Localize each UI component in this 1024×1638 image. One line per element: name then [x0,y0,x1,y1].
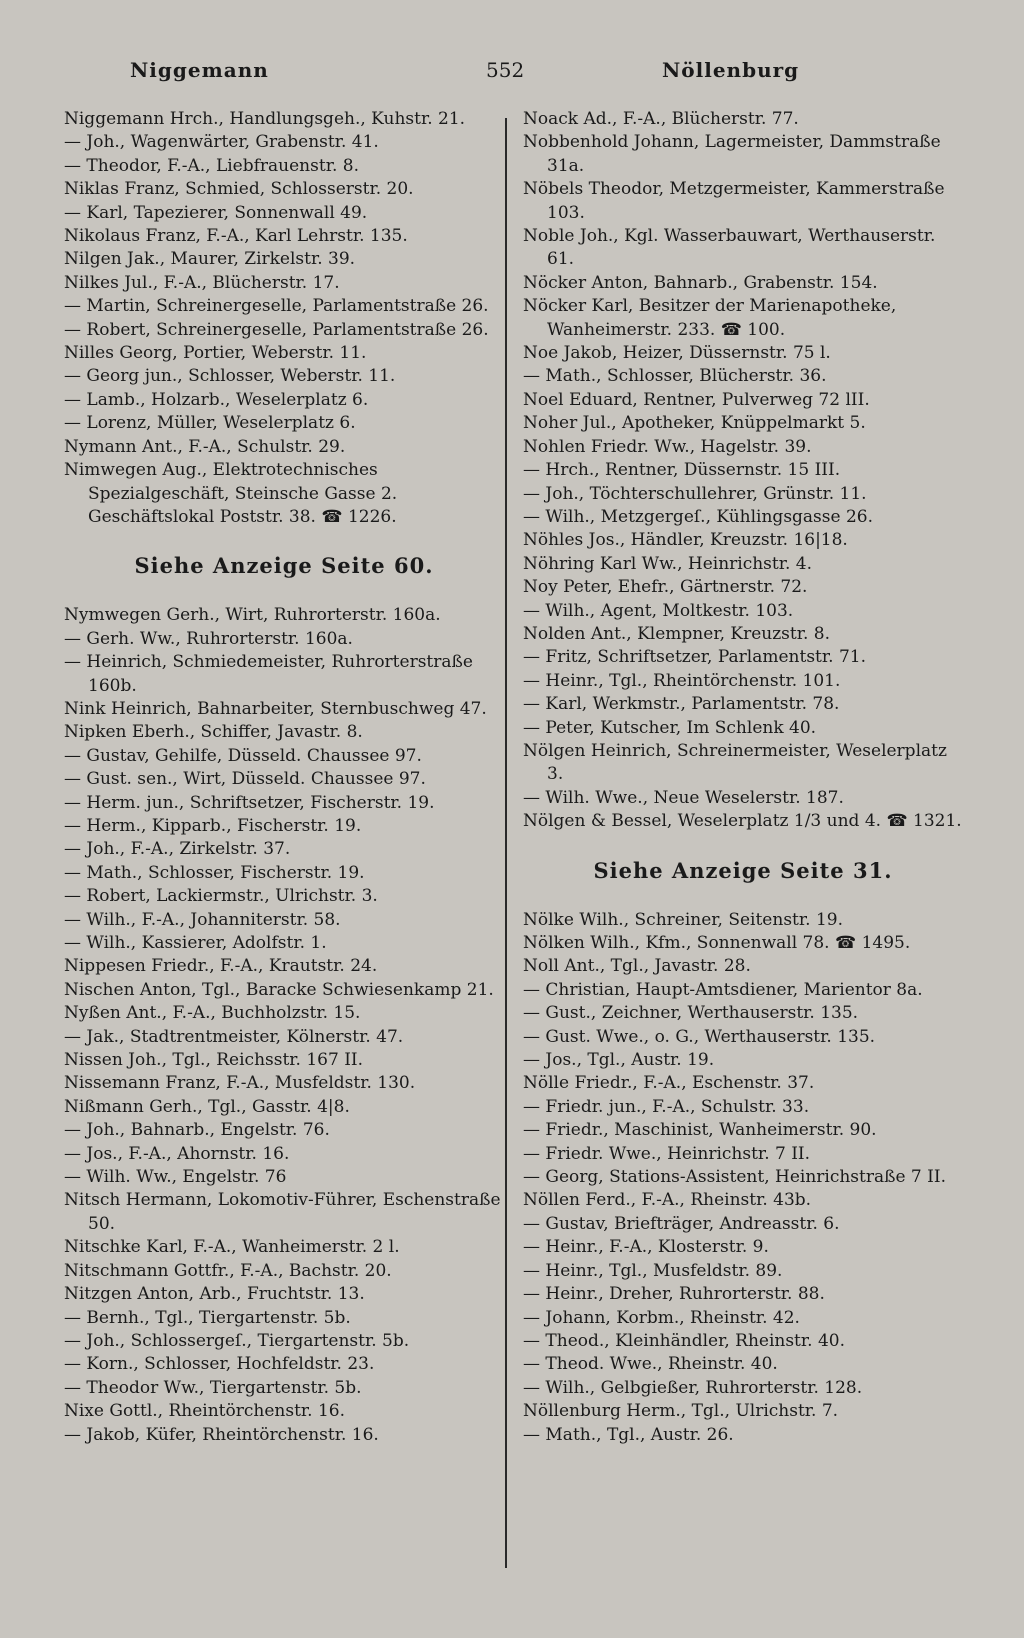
directory-entry: Nymwegen Gerh., Wirt, Ruhrorterstr. 160a. [64,605,441,626]
directory-entry: Nöcker Anton, Bahnarb., Grabenstr. 154. [523,272,878,293]
directory-entry: — Friedr., Maschinist, Wanheimerstr. 90. [523,1120,877,1141]
directory-entry: — Jakob, Küfer, Rheintörchenstr. 16. [64,1424,379,1445]
directory-entry: — Gust. Wwe., o. G., Werthauserstr. 135. [523,1026,876,1047]
directory-entry: Nitschmann Gottfr., F.-A., Bachstr. 20. [64,1260,392,1281]
directory-entry: — Robert, Schreinergeselle, Parlamentstraße 26. [64,319,489,340]
directory-entry: Nolden Ant., Klempner, Kreuzstr. 8. [523,623,831,644]
directory-entry: — Heinr., Dreher, Ruhrorterstr. 88. [523,1284,825,1305]
directory-entry: — Fritz, Schriftsetzer, Parlamentstr. 71. [523,647,866,668]
right-column [523,108,963,1447]
directory-entry: — Friedr. Wwe., Heinrichstr. 7 II. [523,1143,811,1164]
page-number: 552 [486,58,525,82]
directory-entry: — Korn., Schlosser, Hochfeldstr. 23. [64,1354,375,1375]
directory-entry: — Joh., F.-A., Zirkelstr. 37. [64,839,291,860]
directory-entry: — Heinr., F.-A., Klosterstr. 9. [523,1237,769,1258]
directory-entry: — Wilh. Wwe., Neue Weselerstr. 187. [523,787,844,808]
directory-entry: — Joh., Töchterschullehrer, Grünstr. 11. [523,483,867,504]
directory-entry: — Gust. sen., Wirt, Düsseld. Chaussee 97. [64,769,426,790]
directory-entry: — Robert, Lackiermstr., Ulrichstr. 3. [64,886,378,907]
directory-entry: Nyßen Ant., F.-A., Buchholzstr. 15. [64,1003,361,1024]
left-column [64,108,504,1447]
page-header [0,58,1024,92]
directory-entry: Nißmann Gerh., Tgl., Gasstr. 4|8. [64,1096,350,1117]
directory-entry: Noe Jakob, Heizer, Düssernstr. 75 l. [523,343,831,364]
directory-entry: — Heinr., Tgl., Rheintörchenstr. 101. [523,670,841,691]
directory-entry: Niggemann Hrch., Handlungsgeh., Kuhstr. 21. [64,109,466,129]
directory-entry: — Theodor Ww., Tiergartenstr. 5b. [64,1377,362,1398]
directory-entry: Noel Eduard, Rentner, Pulverweg 72 lII. [523,389,870,410]
advertisement-reference: Siehe Anzeige Seite 60. [134,553,434,579]
directory-entry: — Wilh., Kassierer, Adolfstr. 1. [64,933,327,953]
directory-entry: — Heinr., Tgl., Musfeldstr. 89. [523,1260,783,1281]
directory-entry: Nixe Gottl., Rheintörchenstr. 16. [64,1401,346,1422]
directory-entry: Nöcker Karl, Besitzer der Marienapotheke, Wanheimerstr. 233. ☎ 100. [523,296,897,340]
directory-entry: — Wilh., Agent, Moltkestr. 103. [523,600,794,621]
directory-entry: — Lorenz, Müller, Weselerplatz 6. [64,413,356,434]
directory-entry: — Joh., Wagenwärter, Grabenstr. 41. [64,132,379,153]
directory-entry: Nissemann Franz, F.-A., Musfeldstr. 130. [64,1073,416,1094]
directory-entry: Noble Joh., Kgl. Wasserbauwart, Werthauserstr. 61. [523,226,936,270]
directory-entry: Nink Heinrich, Bahnarbeiter, Sternbuschweg 47. [64,698,487,719]
directory-entry: — Math., Schlosser, Fischerstr. 19. [64,862,365,883]
directory-entry: — Hrch., Rentner, Düssernstr. 15 III. [523,460,841,481]
directory-entry: Nitzgen Anton, Arb., Fruchtstr. 13. [64,1284,365,1305]
directory-entry: — Georg jun., Schlosser, Weberstr. 11. [64,366,396,387]
directory-entry: Nilgen Jak., Maurer, Zirkelstr. 39. [64,249,356,270]
directory-entry: — Jos., F.-A., Ahornstr. 16. [64,1143,290,1164]
directory-entry: — Gust., Zeichner, Werthauserstr. 135. [523,1003,859,1024]
directory-entry: — Joh., Bahnarb., Engelstr. 76. [64,1120,330,1141]
directory-entry: Nölke Wilh., Schreiner, Seitenstr. 19. [523,909,843,930]
advertisement-reference: Siehe Anzeige Seite 31. [593,857,893,883]
directory-entry: Nobbenhold Johann, Lagermeister, Dammstraße 31a. [523,132,941,176]
directory-entry: — Theod. Wwe., Rheinstr. 40. [523,1354,778,1375]
directory-entry: — Herm., Kipparb., Fischerstr. 19. [64,815,362,836]
directory-entry: — Martin, Schreinergeselle, Parlamentstraße 26. [64,296,489,317]
directory-entry: Nöllen Ferd., F.-A., Rheinstr. 43b. [523,1190,812,1211]
directory-entry: — Lamb., Holzarb., Weselerplatz 6. [64,389,369,410]
directory-entry: — Christian, Haupt-Amtsdiener, Marientor 8a. [523,979,923,1000]
header-first-name: Niggemann [130,58,269,82]
directory-entry: Nöhles Jos., Händler, Kreuzstr. 16|18. [523,530,848,551]
directory-entry: Noack Ad., F.-A., Blücherstr. 77. [523,109,799,129]
directory-entry: Nippesen Friedr., F.-A., Krautstr. 24. [64,956,378,977]
directory-entry: — Wilh., F.-A., Johanniterstr. 58. [64,909,341,930]
directory-entry: Nilles Georg, Portier, Weberstr. 11. [64,343,367,364]
directory-entry: — Wilh., Metzgergeſ., Kühlingsgasse 26. [523,506,874,527]
directory-entry: Nölgen Heinrich, Schreinermeister, Weselerplatz 3. [523,740,947,785]
directory-entry: — Joh., Schlossergeſ., Tiergartenstr. 5b. [64,1330,410,1351]
directory-entry: Noll Ant., Tgl., Javastr. 28. [523,956,751,977]
column-divider [505,118,507,1568]
directory-entry: Nölle Friedr., F.-A., Eschenstr. 37. [523,1073,815,1094]
directory-entry: — Gustav, Briefträger, Andreasstr. 6. [523,1213,840,1234]
directory-entry: — Math., Schlosser, Blücherstr. 36. [523,366,827,387]
directory-entry: — Jos., Tgl., Austr. 19. [523,1050,715,1071]
directory-entry: — Heinrich, Schmiedemeister, Ruhrorterstraße 160b. [64,652,473,696]
directory-entry: Nöhring Karl Ww., Heinrichstr. 4. [523,553,813,574]
directory-entry: Nölgen & Bessel, Weselerplatz 1/3 und 4. ☎ 1321. [523,811,962,832]
directory-entry: — Wilh. Ww., Engelstr. 76 [64,1167,287,1188]
directory-entry: Nilkes Jul., F.-A., Blücherstr. 17. [64,272,340,293]
directory-entry: Niklas Franz, Schmied, Schlosserstr. 20. [64,179,414,200]
directory-entry: — Gustav, Gehilfe, Düsseld. Chaussee 97. [64,745,422,766]
directory-entry: — Friedr. jun., F.-A., Schulstr. 33. [523,1096,810,1117]
directory-entry: — Karl, Werkmstr., Parlamentstr. 78. [523,694,840,715]
directory-entry: Noy Peter, Ehefr., Gärtnerstr. 72. [523,577,808,598]
directory-entry: — Georg, Stations-Assistent, Heinrichstraße 7 II. [523,1167,946,1188]
directory-entry: — Jak., Stadtrentmeister, Kölnerstr. 47. [64,1026,404,1047]
directory-entry: Nipken Eberh., Schiffer, Javastr. 8. [64,722,363,743]
directory-entry: — Karl, Tapezierer, Sonnenwall 49. [64,202,368,223]
directory-entry: Nohlen Friedr. Ww., Hagelstr. 39. [523,436,812,457]
directory-entry: Nitschke Karl, F.-A., Wanheimerstr. 2 l. [64,1237,400,1258]
directory-entry: Nimwegen Aug., Elektrotechnisches Spezialgeschäft, Steinsche Gasse 2. Geschäftslokal Poststr. 38. ☎ 1226. [64,460,398,527]
directory-entry: — Bernh., Tgl., Tiergartenstr. 5b. [64,1307,351,1328]
directory-entry: Nischen Anton, Tgl., Baracke Schwiesenkamp 21. [64,979,494,1000]
directory-entry: — Johann, Korbm., Rheinstr. 42. [523,1307,800,1328]
directory-entry: — Gerh. Ww., Ruhrorterstr. 160a. [64,628,353,649]
directory-entry: Nöbels Theodor, Metzgermeister, Kammerstraße 103. [523,179,945,223]
directory-entry: — Wilh., Gelbgießer, Ruhrorterstr. 128. [523,1377,863,1398]
directory-entry: Noher Jul., Apotheker, Knüppelmarkt 5. [523,413,866,434]
directory-entry: Nissen Joh., Tgl., Reichsstr. 167 II. [64,1050,364,1071]
directory-entry: Nikolaus Franz, F.-A., Karl Lehrstr. 135. [64,226,408,247]
directory-entry: — Math., Tgl., Austr. 26. [523,1424,734,1445]
directory-entry: Nölken Wilh., Kfm., Sonnenwall 78. ☎ 1495. [523,933,911,953]
directory-entry: — Theod., Kleinhändler, Rheinstr. 40. [523,1330,845,1351]
directory-entry: Nitsch Hermann, Lokomotiv-Führer, Eschenstraße 50. [64,1190,501,1234]
directory-entry: — Theodor, F.-A., Liebfrauenstr. 8. [64,155,359,176]
header-last-name: Nöllenburg [662,58,800,82]
directory-entry: Nymann Ant., F.-A., Schulstr. 29. [64,436,346,457]
directory-entry: — Peter, Kutscher, Im Schlenk 40. [523,717,817,738]
directory-entry: Nöllenburg Herm., Tgl., Ulrichstr. 7. [523,1401,839,1422]
directory-entry: — Herm. jun., Schriftsetzer, Fischerstr. 19. [64,792,435,813]
